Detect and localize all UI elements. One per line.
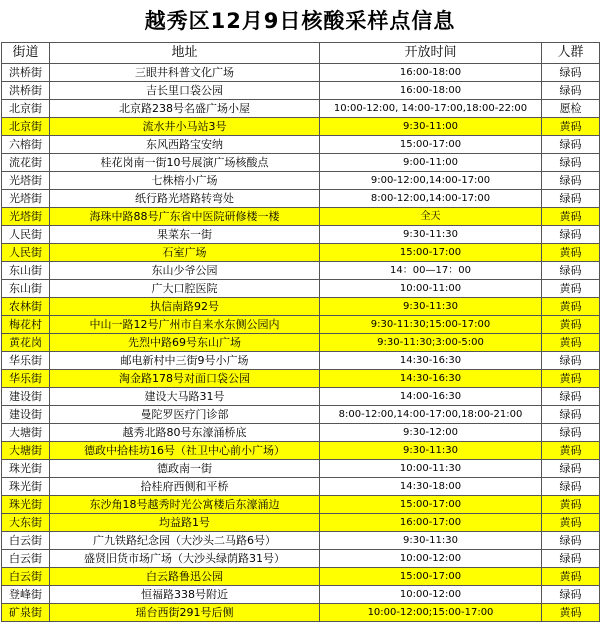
- table-row: [2, 118, 600, 136]
- hours-cell: 16:00-18:00: [320, 82, 542, 100]
- hours-cell: 8:00-12:00,14:00-17:00: [320, 190, 542, 208]
- street-cell: 华乐街: [2, 352, 50, 370]
- group-cell: 黄码: [542, 496, 600, 514]
- group-cell: 黄码: [542, 316, 600, 334]
- street-cell: 珠光街: [2, 460, 50, 478]
- address-cell: 海珠中路88号广东省中医院研修楼一楼: [50, 208, 320, 226]
- address-cell: 石室广场: [50, 244, 320, 262]
- street-cell: 洪桥街: [2, 82, 50, 100]
- hours-cell: 10:00-12:00: [320, 550, 542, 568]
- street-cell: 流花街: [2, 154, 50, 172]
- street-cell: 黄花岗: [2, 334, 50, 352]
- hours-cell: 14:30-16:30: [320, 370, 542, 388]
- street-cell: 光塔街: [2, 208, 50, 226]
- hours-cell: 10:00-12:00;15:00-17:00: [320, 604, 542, 622]
- street-cell: 白云街: [2, 532, 50, 550]
- page-title: 越秀区12月9日核酸采样点信息: [144, 9, 456, 33]
- group-cell: 绿码: [542, 352, 600, 370]
- sampling-sites-table: [1, 42, 600, 622]
- address-cell: 纸行路光塔路转弯处: [50, 190, 320, 208]
- group-cell: 黄码: [542, 604, 600, 622]
- table-row: [2, 244, 600, 262]
- group-cell: 黄码: [542, 514, 600, 532]
- street-cell: 梅花村: [2, 316, 50, 334]
- street-cell: 白云街: [2, 568, 50, 586]
- address-cell: 建设大马路31号: [50, 388, 320, 406]
- hours-cell: 15:00-17:00: [320, 244, 542, 262]
- address-cell: 邮电新村中三街9号小广场: [50, 352, 320, 370]
- street-cell: 洪桥街: [2, 64, 50, 82]
- address-cell: 七株榕小广场: [50, 172, 320, 190]
- table-row: [2, 406, 600, 424]
- hours-cell: 10:00-11:30: [320, 460, 542, 478]
- street-cell: 矿泉街: [2, 604, 50, 622]
- hours-cell: 9:30-11:30: [320, 226, 542, 244]
- group-cell: 黄码: [542, 442, 600, 460]
- table-row: [2, 388, 600, 406]
- address-cell: 流水井小马站3号: [50, 118, 320, 136]
- hours-cell: 14:00-16:30: [320, 388, 542, 406]
- group-cell: 绿码: [542, 226, 600, 244]
- table-body: [2, 64, 600, 622]
- group-cell: 绿码: [542, 154, 600, 172]
- group-cell: 黄码: [542, 280, 600, 298]
- table-row: [2, 298, 600, 316]
- table-row: [2, 208, 600, 226]
- group-cell: 绿码: [542, 550, 600, 568]
- table-row: [2, 154, 600, 172]
- street-cell: 建设街: [2, 388, 50, 406]
- hours-cell: 16:00-18:00: [320, 64, 542, 82]
- hours-cell: 9:30-12:00: [320, 424, 542, 442]
- street-cell: 北京街: [2, 100, 50, 118]
- table-row: [2, 424, 600, 442]
- address-cell: 吉长里口袋公园: [50, 82, 320, 100]
- table-row: [2, 478, 600, 496]
- table-row: [2, 586, 600, 604]
- table-row: [2, 496, 600, 514]
- group-cell: 绿码: [542, 460, 600, 478]
- address-cell: 桂花岗南一街10号展演广场核酸点: [50, 154, 320, 172]
- street-cell: 白云街: [2, 550, 50, 568]
- hours-cell: 14:30-18:00: [320, 478, 542, 496]
- group-cell: 绿码: [542, 82, 600, 100]
- street-cell: 大塘街: [2, 442, 50, 460]
- street-cell: 人民街: [2, 244, 50, 262]
- address-cell: 东沙角18号越秀时光公寓楼后东濠涌边: [50, 496, 320, 514]
- hours-cell: 9:30-11:30: [320, 298, 542, 316]
- address-cell: 曼陀罗医疗门诊部: [50, 406, 320, 424]
- hours-cell: 8:00-12:00,14:00-17:00,18:00-21:00: [320, 406, 542, 424]
- table-row: [2, 568, 600, 586]
- group-cell: 黄码: [542, 334, 600, 352]
- group-cell: 黄码: [542, 118, 600, 136]
- table-row: [2, 136, 600, 154]
- street-cell: 华乐街: [2, 370, 50, 388]
- street-cell: 登峰街: [2, 586, 50, 604]
- table-row: [2, 370, 600, 388]
- table-row: [2, 550, 600, 568]
- street-cell: 东山街: [2, 280, 50, 298]
- table-row: [2, 316, 600, 334]
- street-cell: 光塔街: [2, 172, 50, 190]
- address-cell: 北京路238号名盛广场小屋: [50, 100, 320, 118]
- hours-cell: 9:30-11:30: [320, 442, 542, 460]
- header-address: 地址: [50, 43, 320, 64]
- street-cell: 珠光街: [2, 496, 50, 514]
- hours-cell: 9:30-11:30;3:00-5:00: [320, 334, 542, 352]
- group-cell: 黄码: [542, 370, 600, 388]
- group-cell: 绿码: [542, 64, 600, 82]
- address-cell: 执信南路92号: [50, 298, 320, 316]
- address-cell: 德政南一街: [50, 460, 320, 478]
- street-cell: 大塘街: [2, 424, 50, 442]
- address-cell: 拾桂府西侧和平桥: [50, 478, 320, 496]
- street-cell: 北京街: [2, 118, 50, 136]
- table-row: [2, 82, 600, 100]
- group-cell: 黄码: [542, 208, 600, 226]
- hours-cell: 10:00-11:00: [320, 280, 542, 298]
- table-row: [2, 226, 600, 244]
- group-cell: 黄码: [542, 568, 600, 586]
- group-cell: 黄码: [542, 298, 600, 316]
- address-cell: 东风西路宝安纳: [50, 136, 320, 154]
- table-row: [2, 262, 600, 280]
- group-cell: 绿码: [542, 172, 600, 190]
- table-row: [2, 100, 600, 118]
- hours-cell: 14：00—17：00: [320, 262, 542, 280]
- address-cell: 盛贤旧货市场广场（大沙头绿荫路31号）: [50, 550, 320, 568]
- address-cell: 均益路1号: [50, 514, 320, 532]
- hours-cell: 9:30-11:30: [320, 532, 542, 550]
- hours-cell: 全天: [320, 208, 542, 226]
- hours-cell: 9:30-11:00: [320, 118, 542, 136]
- hours-cell: 9:00-12:00,14:00-17:00: [320, 172, 542, 190]
- group-cell: 绿码: [542, 406, 600, 424]
- group-cell: 愿检: [542, 100, 600, 118]
- street-cell: 六榕街: [2, 136, 50, 154]
- group-cell: 黄码: [542, 244, 600, 262]
- header-hours: 开放时间: [320, 43, 542, 64]
- street-cell: 建设街: [2, 406, 50, 424]
- group-cell: 绿码: [542, 478, 600, 496]
- hours-cell: 10:00-12:00, 14:00-17:00,18:00-22:00: [320, 100, 542, 118]
- table-row: [2, 514, 600, 532]
- table-row: [2, 64, 600, 82]
- address-cell: 中山一路12号广州市自来水东侧公园内: [50, 316, 320, 334]
- table-header-row: [2, 43, 600, 64]
- street-cell: 人民街: [2, 226, 50, 244]
- table-row: [2, 442, 600, 460]
- hours-cell: 15:00-17:00: [320, 136, 542, 154]
- street-cell: 东山街: [2, 262, 50, 280]
- hours-cell: 9:00-11:00: [320, 154, 542, 172]
- group-cell: 绿码: [542, 388, 600, 406]
- street-cell: 大东街: [2, 514, 50, 532]
- group-cell: 绿码: [542, 190, 600, 208]
- hours-cell: 9:30-11:30;15:00-17:00: [320, 316, 542, 334]
- table-row: [2, 604, 600, 622]
- address-cell: 广九铁路纪念园（大沙头二马路6号）: [50, 532, 320, 550]
- hours-cell: 10:00-12:00: [320, 586, 542, 604]
- group-cell: 绿码: [542, 136, 600, 154]
- group-cell: 绿码: [542, 262, 600, 280]
- address-cell: 越秀北路80号东濠涌桥底: [50, 424, 320, 442]
- table-row: [2, 190, 600, 208]
- address-cell: 先烈中路69号东山广场: [50, 334, 320, 352]
- hours-cell: 15:00-17:00: [320, 568, 542, 586]
- address-cell: 东山少爷公园: [50, 262, 320, 280]
- table-row: [2, 334, 600, 352]
- address-cell: 果菜东一街: [50, 226, 320, 244]
- street-cell: 农林街: [2, 298, 50, 316]
- table-row: [2, 352, 600, 370]
- address-cell: 德政中拾桂坊16号（社卫中心前小广场）: [50, 442, 320, 460]
- table-row: [2, 532, 600, 550]
- group-cell: 绿码: [542, 532, 600, 550]
- address-cell: 淘金路178号对面口袋公园: [50, 370, 320, 388]
- group-cell: 绿码: [542, 586, 600, 604]
- hours-cell: 15:00-17:00: [320, 496, 542, 514]
- header-group: 人群: [542, 43, 600, 64]
- address-cell: 白云路鲁迅公园: [50, 568, 320, 586]
- hours-cell: 14:30-16:30: [320, 352, 542, 370]
- header-street: 街道: [2, 43, 50, 64]
- street-cell: 珠光街: [2, 478, 50, 496]
- address-cell: 恒福路338号附近: [50, 586, 320, 604]
- street-cell: 光塔街: [2, 190, 50, 208]
- hours-cell: 16:00-17:00: [320, 514, 542, 532]
- address-cell: 广大口腔医院: [50, 280, 320, 298]
- address-cell: 瑶台西街291号后侧: [50, 604, 320, 622]
- table-row: [2, 460, 600, 478]
- table-row: [2, 172, 600, 190]
- address-cell: 三眼井科普文化广场: [50, 64, 320, 82]
- group-cell: 绿码: [542, 424, 600, 442]
- table-row: [2, 280, 600, 298]
